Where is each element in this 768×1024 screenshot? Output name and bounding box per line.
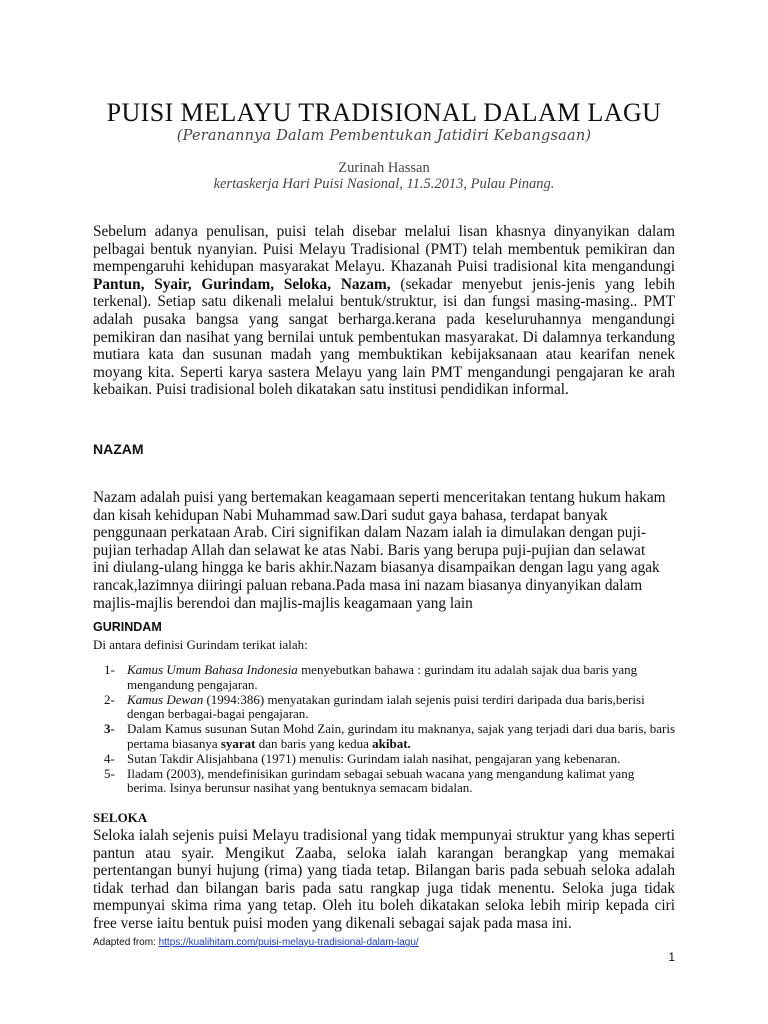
nazam-line: rancak,lazimnya diiringi paluan rebana.Pada masa ini nazam biasanya dinyanyikan dalam [93, 576, 643, 594]
source-link[interactable]: https://kualihitam.com/puisi-melayu-tradisional-dalam-lagu/ [158, 937, 419, 948]
nazam-line: pujian terhadap Allah dan selawat ke atas Nabi. Baris yang berupa puji-pujian dan selawat [93, 541, 646, 559]
nazam-heading: NAZAM [93, 441, 144, 457]
nazam-paragraph [93, 489, 675, 612]
definition-text: Iladam (2003), mendefinisikan gurindam sebagai sebuah wacana yang mengandung kalimat yang berima. Isinya berunsur nasihat yang bentuknya semacam bidalan. [127, 765, 635, 796]
list-number: 2- [104, 691, 115, 707]
definition-text: Dalam Kamus susunan Sutan Mohd Zain, gurindam itu maknanya, sajak yang terjadi dari dua baris, baris pertama biasanya [127, 721, 676, 751]
document-title: PUISI MELAYU TRADISIONAL DALAM LAGU [106, 98, 662, 127]
list-item [104, 752, 676, 767]
nazam-line: Nazam adalah puisi yang bertemakan keagamaan seperti menceritakan tentang hukum hakam [93, 489, 666, 506]
nazam-line: penggunaan perkataan Arab. Ciri signifikan dalam Nazam ialah ia dimulakan dengan puji- [93, 524, 647, 542]
definition-bold-term: akibat. [372, 735, 411, 751]
nazam-line: ini diulang-ulang hingga ke baris akhir.Nazam biasanya disampaikan dengan lagu yang agak [93, 559, 660, 577]
author-name: Zurinah Hassan [338, 160, 430, 176]
footer-label: Adapted from: [93, 937, 159, 948]
source-footer [93, 937, 419, 948]
seloka-paragraph: Seloka ialah sejenis puisi Melayu tradisional yang tidak mempunyai struktur yang khas seperti pantun atau syair. Mengikut Zaaba, seloka ialah karangan berangkap yang memakai pertentangan bunyi hujung (rima) yang tiada tetap. Bilangan baris pada sebuah seloka adalah tidak terhad dan bilangan baris pada satu rangkap juga tidak menentu. Seloka juga tidak mempunyai skima rima yang tetap. Oleh itu boleh dikatakan seloka lebih mirip kepada ciri free verse iaitu bentuk puisi moden yang dikenali sebagai sajak pada masa ini. [93, 827, 675, 932]
nazam-line: dan kisah kehidupan Nabi Muhammad saw.Dari sudut gaya bahasa, terdapat banyak [93, 506, 608, 524]
list-item [104, 693, 676, 723]
definition-text: dan baris yang kedua [255, 735, 373, 751]
nazam-line: majlis-majlis berendoi dan majlis-majlis keagamaan yang lain [93, 594, 473, 612]
intro-text-1: Sebelum adanya penulisan, puisi telah disebar melalui lisan khasnya dinyanyikan dalam pelbagai bentuk nyanyian. Puisi Melayu Tradisional (PMT) telah membentuk pemikiran dan mempengaruhi kehidupan masyarakat Melayu. Khazanah Puisi tradisional kita mengandungi [93, 223, 675, 276]
list-number: 3- [104, 721, 115, 737]
paper-venue: kertaskerja Hari Puisi Nasional, 11.5.2013, Pulau Pinang. [213, 176, 555, 192]
gurindam-heading: GURINDAM [93, 620, 162, 634]
list-item [104, 767, 676, 797]
list-number: 5- [104, 765, 115, 781]
document-subtitle: (Peranannya Dalam Pembentukan Jatidiri Kebangsaan) [176, 128, 592, 144]
page-number: 1 [668, 950, 675, 964]
gurindam-intro: Di antara definisi Gurindam terikat ialah: [93, 637, 308, 652]
list-number: 1- [104, 662, 115, 677]
definition-bold-term: syarat [220, 735, 256, 751]
list-number: 4- [104, 750, 115, 766]
list-item [104, 663, 676, 693]
source-title: Kamus Dewan [127, 691, 204, 707]
intro-paragraph [93, 223, 675, 399]
gurindam-definition-list [104, 663, 676, 796]
list-item [104, 722, 676, 752]
intro-bold-genres: Pantun, Syair, Gurindam, Seloka, Nazam, [93, 275, 391, 293]
seloka-heading: SELOKA [93, 810, 148, 825]
definition-text: Sutan Takdir Alisjahbana (1971) menulis: Gurindam ialah nasihat, pengajaran yang kebenaran. [127, 750, 621, 766]
intro-text-2: (sekadar menyebut jenis-jenis yang lebih terkenal). Setiap satu dikenali melalui bentuk/struktur, isi dan fungsi masing-masing.. PMT adalah pusaka bangsa yang sangat berharga.kerana pada keseluruhannya mengandungi pemikiran dan nasihat yang bernilai untuk pembentukan masyarakat. Di dalamnya terkandung mutiara kata dan susunan madah yang membuktikan kebijaksanaan atau kearifan nenek moyang kita. Seperti karya sastera Melayu yang lain PMT mengandungi pengajaran ke arah kebaikan. Puisi tradisional boleh dikatakan satu institusi pendidikan informal. [93, 275, 675, 399]
definition-text: menyebutkan bahawa : gurindam itu adalah sajak dua baris yang mengandung pengajaran. [127, 662, 638, 692]
definition-text: (1994:386) menyatakan gurindam ialah sejenis puisi terdiri daripada dua baris,berisi dengan berbagai-bagai pengajaran. [127, 691, 645, 722]
source-title: Kamus Umum Bahasa Indonesia [127, 662, 298, 677]
